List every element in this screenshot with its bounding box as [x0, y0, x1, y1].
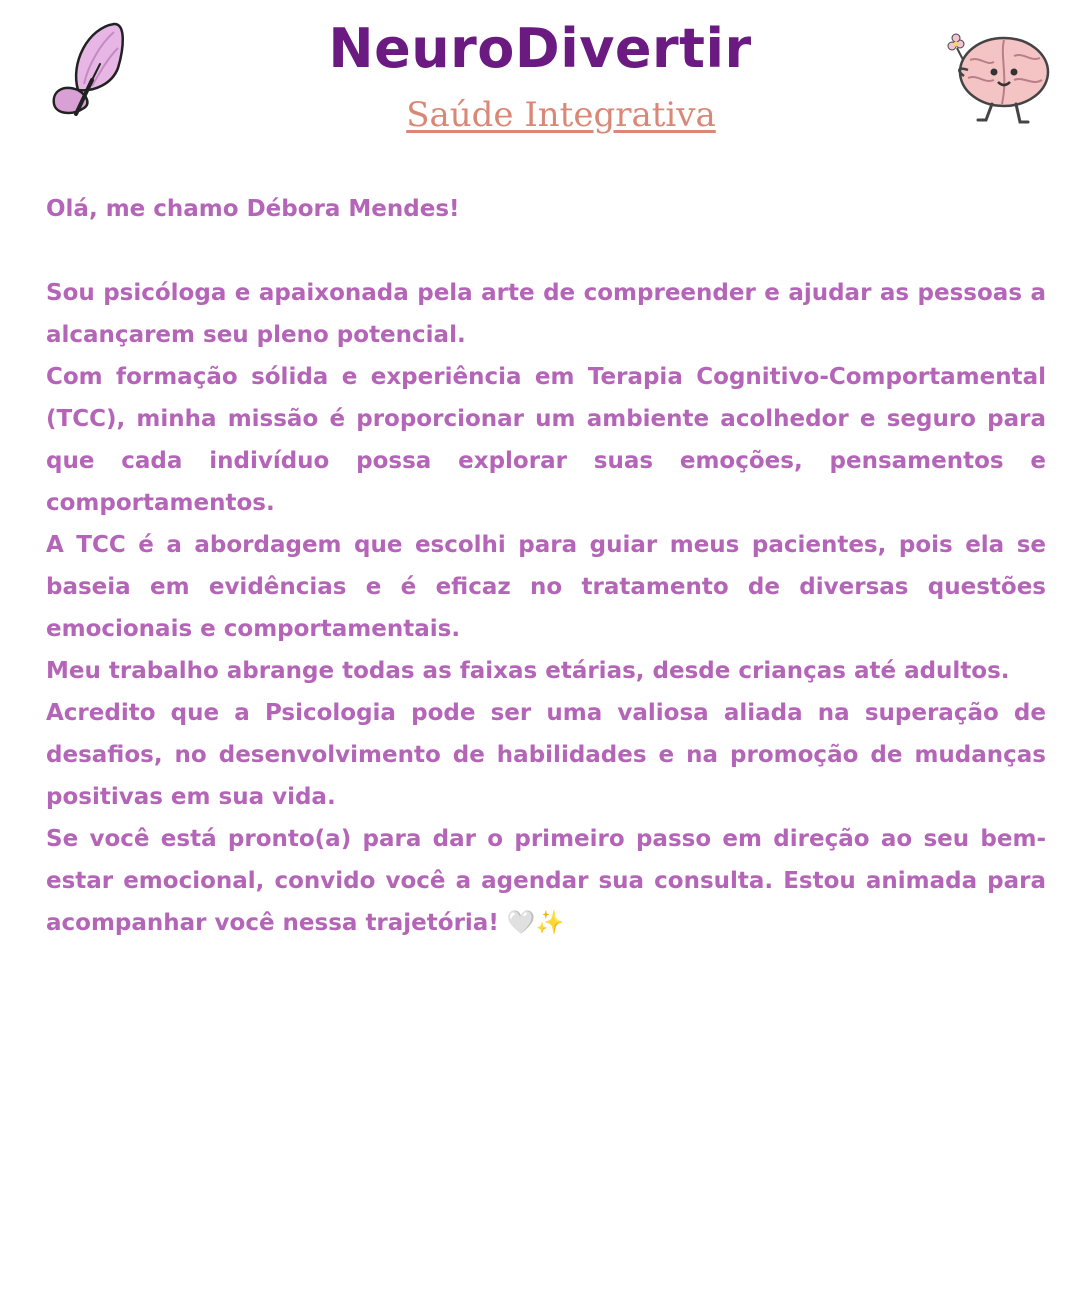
closing-paragraph: [46, 818, 1046, 944]
brain-mascot-icon: [940, 26, 1056, 126]
brand-subtitle: Saúde Integrativa: [406, 95, 716, 135]
closing-text: Se você está pronto(a) para dar o primeiro passo em direção ao seu bem-estar emocional, convido você a agendar sua consulta. Estou animada para acompanhar você nessa trajetória!: [46, 826, 1046, 936]
bio-paragraph: Com formação sólida e experiência em Terapia Cognitivo-Comportamental (TCC), minha missão é proporcionar um ambiente acolhedor e seguro para que cada indivíduo possa explorar suas emoções, pensamentos e comportamentos.: [46, 364, 1046, 516]
bio-paragraph: Acredito que a Psicologia pode ser uma valiosa aliada na superação de desafios, no desenvolvimento de habilidades e na promoção de mudanças positivas em sua vida.: [46, 700, 1046, 810]
page-header: [0, 0, 1080, 160]
greeting-text: Olá, me chamo Débora Mendes!: [46, 196, 460, 222]
white-heart-icon: 🤍: [506, 910, 536, 936]
brand-title: NeuroDivertir: [328, 17, 752, 80]
bio-content: [46, 188, 1046, 944]
sparkles-icon: ✨: [535, 910, 565, 936]
bio-paragraph: Sou psicóloga e apaixonada pela arte de compreender e ajudar as pessoas a alcançarem seu pleno potencial.: [46, 280, 1046, 348]
bio-paragraph: A TCC é a abordagem que escolhi para guiar meus pacientes, pois ela se baseia em evidências e é eficaz no tratamento de diversas questões emocionais e comportamentais.: [46, 532, 1046, 642]
bio-paragraph: Meu trabalho abrange todas as faixas etárias, desde crianças até adultos.: [46, 658, 1010, 684]
